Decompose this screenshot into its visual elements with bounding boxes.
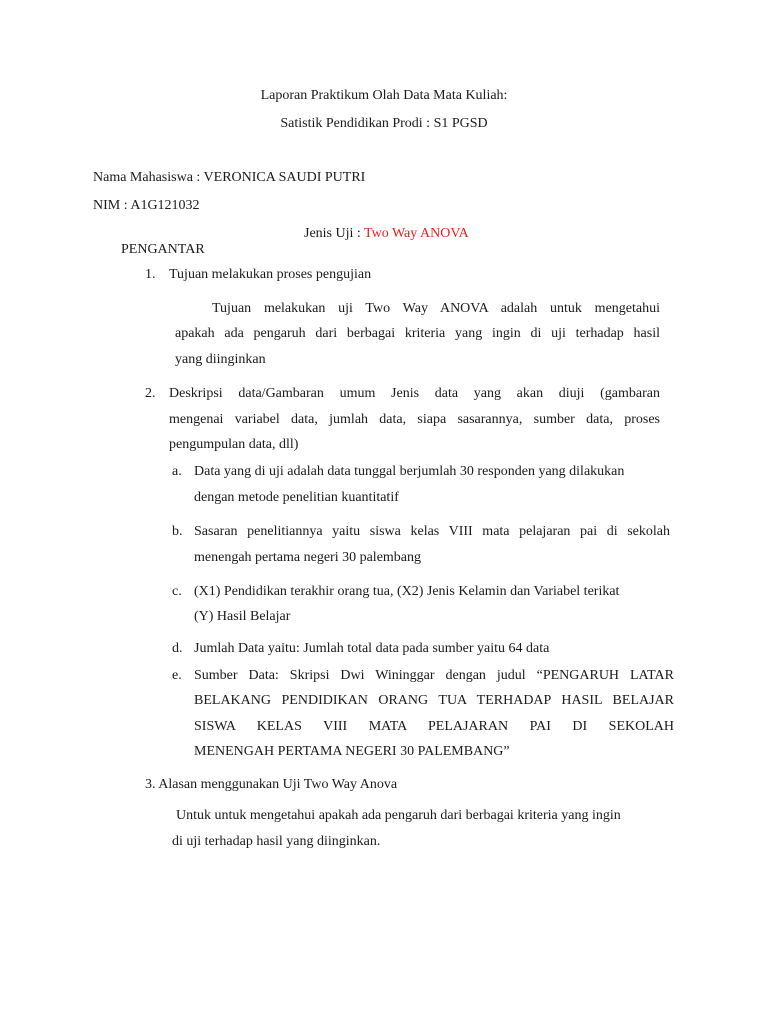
- subitem-e-line: BELAKANG PENDIDIKAN ORANG TUA TERHADAP HASIL BELAJAR: [194, 693, 674, 708]
- subitem-c-line: (X1) Pendidikan terakhir orang tua, (X2) Jenis Kelamin dan Variabel terikat: [194, 584, 620, 599]
- student-name: Nama Mahasiswa : VERONICA SAUDI PUTRI: [93, 170, 366, 185]
- item-2-heading-line: Deskripsi data/Gambaran umum Jenis data yang akan diuji (gambaran: [169, 386, 660, 401]
- subitem-c-letter: c.: [172, 584, 182, 599]
- subitem-e-letter: e.: [172, 668, 182, 683]
- subitem-e-line: MENENGAH PERTAMA NEGERI 30 PALEMBANG”: [194, 744, 510, 759]
- document-title-line-1: Laporan Praktikum Olah Data Mata Kuliah:: [260, 88, 508, 103]
- item-3-heading: 3. Alasan menggunakan Uji Two Way Anova: [145, 777, 398, 792]
- subitem-d-line: Jumlah Data yaitu: Jumlah total data pada sumber yaitu 64 data: [194, 641, 550, 656]
- subitem-a-letter: a.: [172, 464, 182, 479]
- item-1-paragraph-line: apakah ada pengaruh dari berbagai kriteria yang ingin di uji terhadap hasil: [175, 326, 660, 341]
- subitem-c-line: (Y) Hasil Belajar: [194, 609, 291, 624]
- item-3-paragraph-line: di uji terhadap hasil yang diinginkan.: [172, 834, 381, 849]
- item-2-number: 2.: [145, 386, 156, 401]
- document-title-line-2: Satistik Pendidikan Prodi : S1 PGSD: [280, 116, 488, 131]
- subitem-b-letter: b.: [172, 524, 183, 539]
- item-3-paragraph-line: Untuk untuk mengetahui apakah ada pengaruh dari berbagai kriteria yang ingin: [176, 808, 621, 823]
- subitem-a-line: Data yang di uji adalah data tunggal berjumlah 30 responden yang dilakukan: [194, 464, 625, 479]
- subitem-e-line: Sumber Data: Skripsi Dwi Wininggar dengan judul “PENGARUH LATAR: [194, 668, 674, 683]
- item-1-number: 1.: [145, 267, 156, 282]
- section-title: PENGANTAR: [121, 242, 205, 257]
- subitem-b-line: Sasaran penelitiannya yaitu siswa kelas VIII mata pelajaran pai di sekolah: [194, 524, 670, 539]
- subitem-d-letter: d.: [172, 641, 183, 656]
- item-1-paragraph-line: yang diinginkan: [175, 352, 266, 367]
- test-type-label: Jenis Uji :: [304, 226, 365, 241]
- item-1-heading: Tujuan melakukan proses pengujian: [169, 267, 372, 282]
- item-1-paragraph-line: Tujuan melakukan uji Two Way ANOVA adalah untuk mengetahui: [212, 301, 660, 316]
- subitem-a-line: dengan metode penelitian kuantitatif: [194, 490, 399, 505]
- subitem-e-line: SISWA KELAS VIII MATA PELAJARAN PAI DI SEKOLAH: [194, 719, 674, 734]
- student-nim: NIM : A1G121032: [93, 198, 200, 213]
- subitem-b-line: menengah pertama negeri 30 palembang: [194, 550, 422, 565]
- item-2-heading-line: pengumpulan data, dll): [169, 437, 299, 452]
- test-type: [304, 227, 469, 241]
- test-type-value: Two Way ANOVA: [364, 226, 469, 241]
- item-2-heading-line: mengenai variabel data, jumlah data, siapa sasarannya, sumber data, proses: [169, 412, 660, 427]
